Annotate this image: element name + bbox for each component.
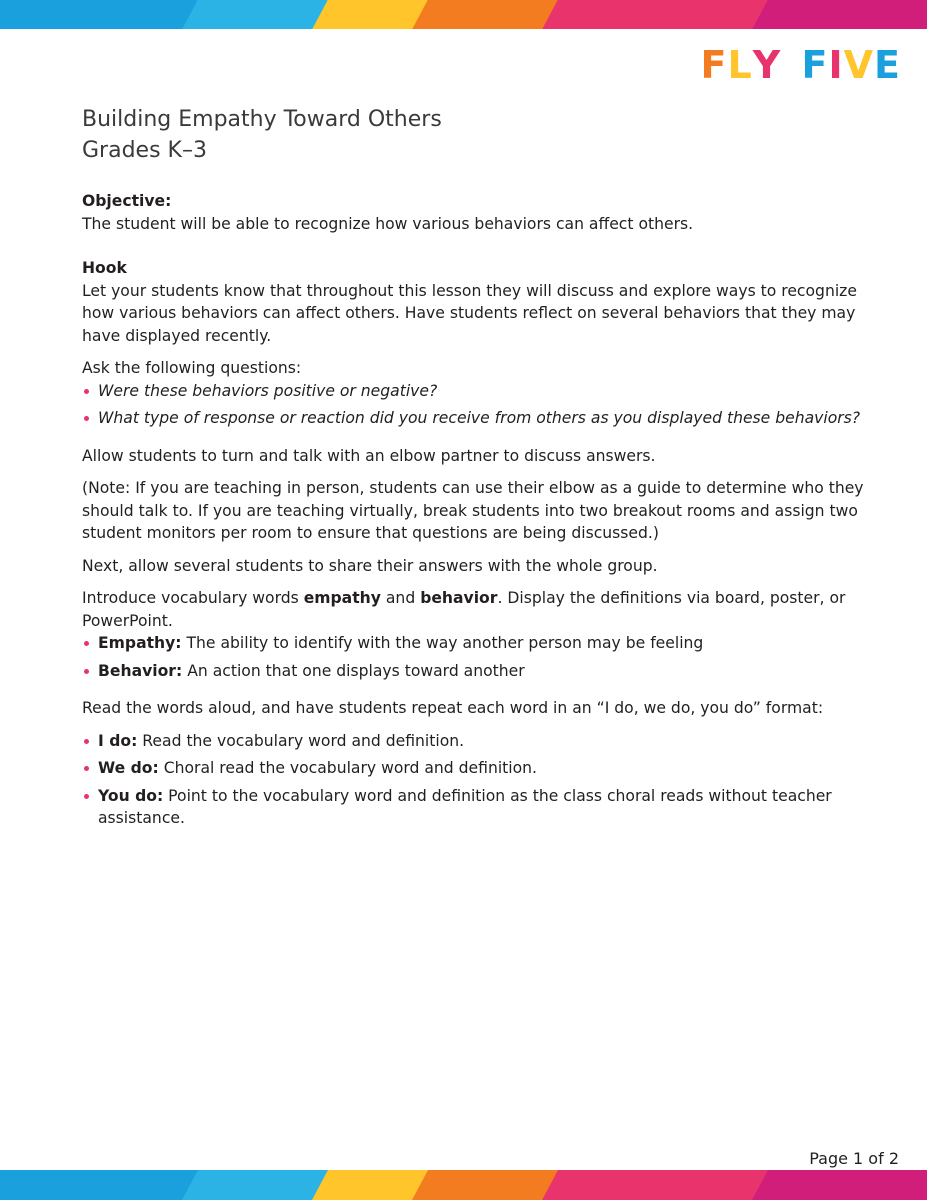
definition-list — [82, 632, 872, 682]
lesson-content — [82, 190, 872, 835]
bottom-color-stripe — [0, 1170, 927, 1200]
vocab-intro: Introduce vocabulary words empathy and behavior. Display the definitions via board, poster, or PowerPoint. — [82, 589, 846, 630]
list-item: What type of response or reaction did you receive from others as you displayed these behaviors? — [82, 407, 872, 430]
list-item: Behavior: An action that one displays toward another — [82, 660, 872, 683]
list-item: We do: Choral read the vocabulary word and definition. — [82, 757, 872, 780]
turn-talk-text: Allow students to turn and talk with an elbow partner to discuss answers. — [82, 446, 656, 465]
steps-list — [82, 730, 872, 830]
list-item: You do: Point to the vocabulary word and definition as the class choral reads without teacher assistance. — [82, 785, 872, 830]
vocab-word: behavior — [420, 589, 498, 607]
top-color-stripe — [0, 0, 927, 29]
list-item: Were these behaviors positive or negative? — [82, 380, 872, 403]
grade-line: Grades K–3 — [82, 138, 207, 163]
objective-heading: Objective: — [82, 192, 172, 210]
hook-heading: Hook — [82, 259, 127, 277]
vocab-word: empathy — [303, 589, 381, 607]
title-line: Building Empathy Toward Others — [82, 107, 442, 132]
objective-text: The student will be able to recognize how various behaviors can affect others. — [82, 214, 694, 233]
lesson-title — [82, 104, 442, 166]
list-item: Empathy: The ability to identify with the way another person may be feeling — [82, 632, 872, 655]
list-item: I do: Read the vocabulary word and definition. — [82, 730, 872, 753]
hook-intro: Let your students know that throughout this lesson they will discuss and explore ways to recognize how various behaviors can affect others. Have students reflect on several behaviors that they may have displayed recently. — [82, 281, 857, 345]
note-text: (Note: If you are teaching in person, students can use their elbow as a guide to determine who they should talk to. If you are teaching virtually, break students into two breakout rooms and assign two student monitors per room to ensure that questions are being discussed.) — [82, 479, 864, 542]
share-text: Next, allow several students to share their answers with the whole group. — [82, 556, 658, 575]
read-aloud-text: Read the words aloud, and have students repeat each word in an “I do, we do, you do” format: — [82, 699, 824, 717]
questions-intro: Ask the following questions: — [82, 359, 302, 377]
fly-five-logo: FLY FIVE — [700, 43, 901, 87]
page-number: Page 1 of 2 — [809, 1149, 899, 1168]
question-list — [82, 380, 872, 430]
